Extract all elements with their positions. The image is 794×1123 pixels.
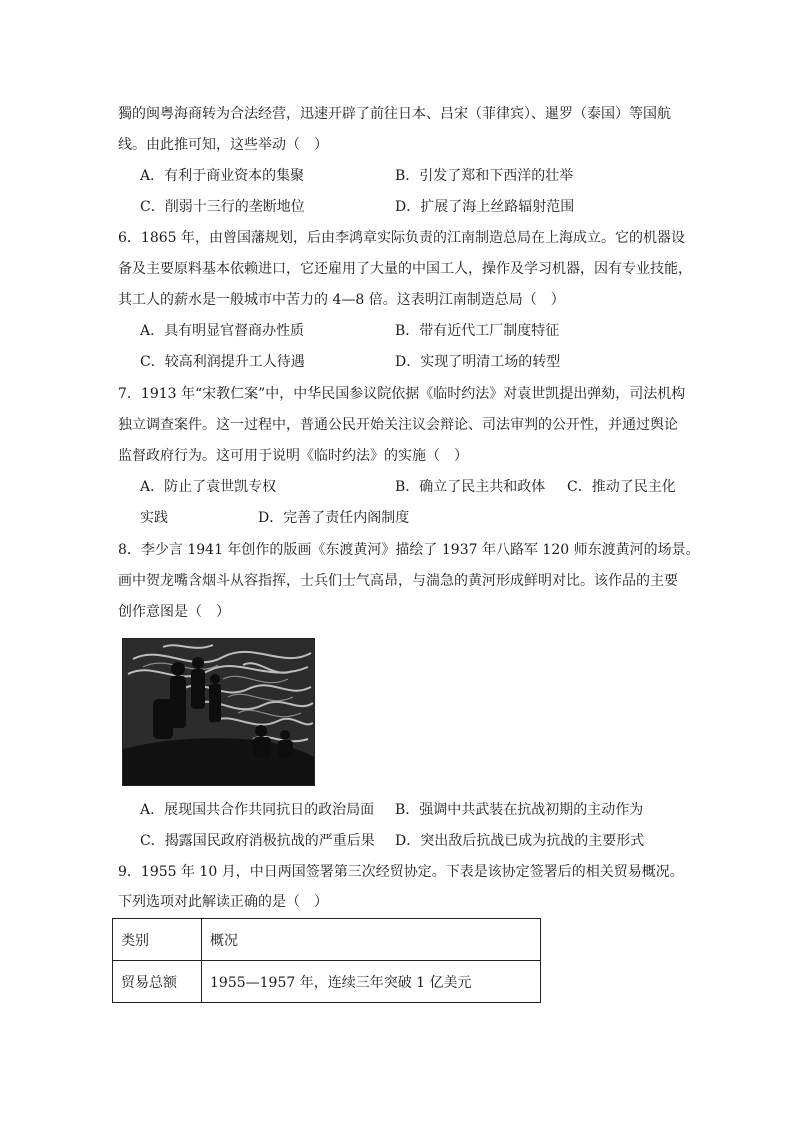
q7-option-b: B．确立了民主共和政体 [395, 479, 546, 495]
q8-option-d: D．突出敌后抗战已成为抗战的主要形式 [395, 833, 645, 849]
q5-option-d: D．扩展了海上丝路辐射范围 [395, 199, 575, 215]
q6-stem-line1: 6．1865 年，由曾国藩规划，后由李鸿章实际负责的江南制造总局在上海成立。它的机器设 [118, 230, 685, 246]
q8-stem-line3: 创作意图是（ ） [118, 604, 230, 620]
q6-option-b: B．带有近代工厂制度特征 [395, 323, 560, 339]
q7-option-c: C．推动了民主化 [567, 479, 676, 495]
table-header-row [113, 919, 541, 961]
q6-option-c: C．较高利润提升工人待遇 [140, 354, 305, 370]
q5-stem-line2: 线。由此推可知，这些举动（ ） [118, 137, 328, 153]
q7-option-d: D．完善了责任内阁制度 [258, 510, 410, 526]
table-cell-category: 贸易总额 [113, 961, 202, 1003]
q7-stem-line2: 独立调查案件。这一过程中，普通公民开始关注议会辩论、司法审判的公开性，并通过舆论 [118, 417, 678, 433]
q6-option-a: A．具有明显官督商办性质 [140, 323, 305, 339]
q7-option-c-continued: 实践 [140, 510, 168, 526]
q5-option-c: C．削弱十三行的垄断地位 [140, 199, 305, 215]
table-header-category: 类别 [113, 919, 202, 961]
q6-option-d: D．实现了明清工场的转型 [395, 354, 561, 370]
q5-option-a: A．有利于商业资本的集聚 [140, 168, 305, 184]
q8-stem-line1: 8．李少言 1941 年创作的版画《东渡黄河》描绘了 1937 年八路军 120 师东渡黄河的场景。 [118, 542, 700, 558]
q6-stem-line3: 其工人的薪水是一般城市中苦力的 4—8 倍。这表明江南制造总局（ ） [118, 292, 565, 308]
q8-option-b: B．强调中共武装在抗战初期的主动作为 [395, 802, 644, 818]
q7-stem-line3: 监督政府行为。这可用于说明《临时约法》的实施（ ） [118, 448, 468, 464]
q6-stem-line2: 备及主要原料基本依赖进口，它还雇用了大量的中国工人，操作及学习机器，因有专业技能， [118, 261, 692, 277]
q9-stem-line2: 下列选项对此解读正确的是（ ） [118, 894, 328, 910]
q7-option-a: A．防止了袁世凯专权 [140, 479, 277, 495]
trade-table [112, 918, 541, 1003]
woodcut-print-image [122, 638, 315, 786]
q8-option-a: A．展现国共合作共同抗日的政治局面 [140, 802, 375, 818]
q8-option-c: C．揭露国民政府消极抗战的严重后果 [140, 833, 375, 849]
table-row [113, 961, 541, 1003]
q5-option-b: B．引发了郑和下西洋的壮举 [395, 168, 574, 184]
woodcut-illustration [123, 639, 314, 785]
q9-stem-line1: 9．1955 年 10 月，中日两国签署第三次经贸协定。下表是该协定签署后的相关贸易概况。 [118, 864, 684, 880]
q7-stem-line1: 7．1913 年“宋教仁案”中，中华民国参议院依据《临时约法》对袁世凯提出弹劾，司法机构 [118, 386, 686, 402]
q8-stem-line2: 画中贺龙嘴含烟斗从容指挥，士兵们士气高昂，与湍急的黄河形成鲜明对比。该作品的主要 [118, 573, 678, 589]
table-header-overview: 概况 [202, 919, 541, 961]
table-cell-overview: 1955—1957 年，连续三年突破 1 亿美元 [202, 961, 541, 1003]
q5-stem-line1: 獨的闽粤海商转为合法经营，迅速开辟了前往日本、吕宋（菲律宾）、暹罗（泰国）等国航 [118, 106, 671, 122]
